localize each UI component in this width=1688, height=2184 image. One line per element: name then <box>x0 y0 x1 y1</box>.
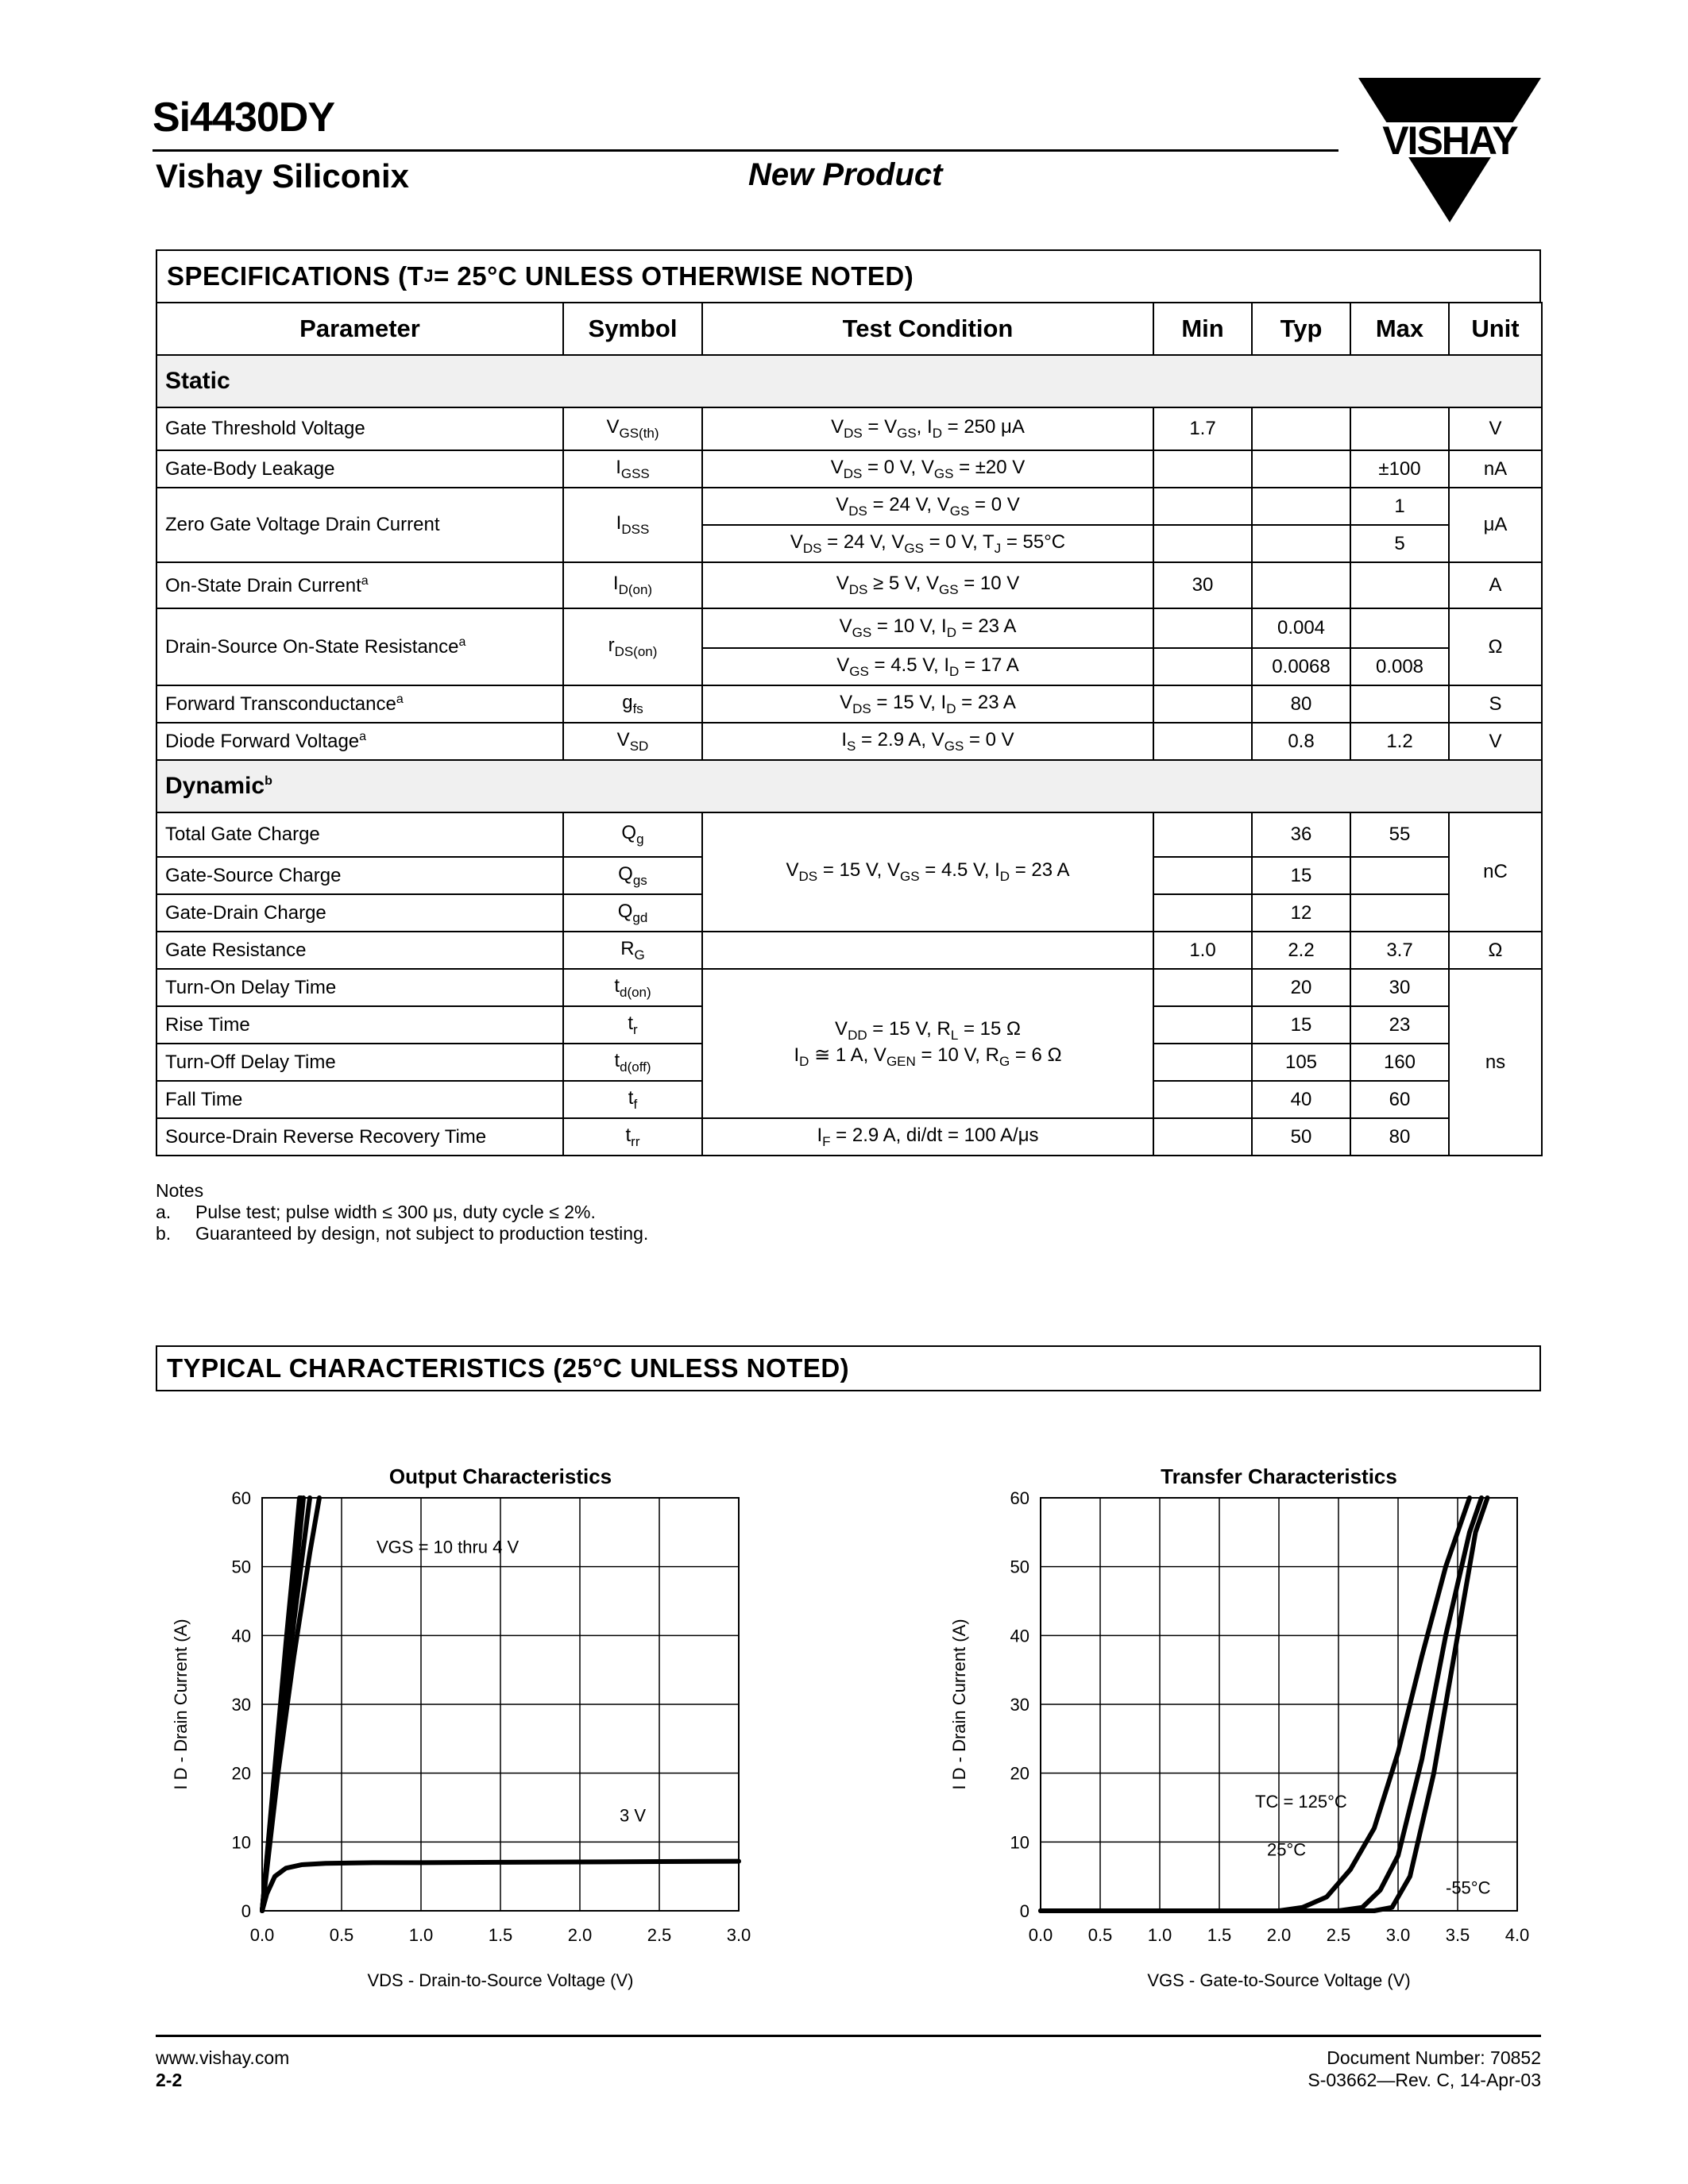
y-tick-label: 40 <box>1010 1626 1029 1646</box>
chart-title: Transfer Characteristics <box>1161 1464 1397 1488</box>
y-tick-label: 60 <box>231 1488 251 1508</box>
table-row: On-State Drain Current$^a$ $I_{D(on)}$ $V_{DS} \ge 5$ V, $V_{GS} = 10$ V 30 A <box>156 562 1542 608</box>
document-number: Document Number: 70852 <box>1327 2047 1541 2068</box>
table-row: $V_{GS} = 4.5$ V, $I_D = 17$ A 0.0068 0.008 <box>156 648 1542 685</box>
transfer-characteristics-chart <box>921 1453 1541 2009</box>
dynamic-section-label: Dynamic$^b$ <box>156 760 1542 812</box>
note-key: b. <box>156 1223 172 1244</box>
y-tick-label: 10 <box>1010 1832 1029 1853</box>
x-tick-label: 0.5 <box>329 1925 354 1945</box>
company-name: Vishay Siliconix <box>156 157 410 195</box>
x-tick-label: 3.0 <box>1385 1925 1411 1945</box>
chart-annotation: 25°C <box>1267 1839 1307 1860</box>
x-tick-label: 1.5 <box>1207 1925 1232 1945</box>
output-characteristics-chart <box>143 1453 794 2009</box>
static-section-label: Static <box>156 355 1542 407</box>
table-row: Drain-Source On-State Resistance$^a$ $r_{DS(on)}$ $V_{GS} = 10$ V, $I_D = 23$ A 0.004 Ω <box>156 608 1542 648</box>
y-tick-label: 20 <box>231 1763 251 1784</box>
footer-right <box>1308 2047 1541 2091</box>
typical-section-title: TYPICAL CHARACTERISTICS (25°C UNLESS NOTED) <box>156 1345 1541 1391</box>
y-tick-label: 50 <box>1010 1557 1029 1577</box>
page-number: 2-2 <box>156 2070 183 2090</box>
note-text: Guaranteed by design, not subject to production testing. <box>195 1223 649 1244</box>
chart-title: Output Characteristics <box>388 1464 612 1488</box>
table-row: Gate Resistance $R_G$ 1.0 2.2 3.7 Ω <box>156 932 1542 969</box>
chart-annotation: 3 V <box>620 1805 647 1826</box>
col-unit: Unit <box>1449 303 1542 355</box>
table-row: Diode Forward Voltage$^a$ $V_{SD}$ $I_S = 2.9$ A, $V_{GS} = 0$ V 0.8 1.2 V <box>156 723 1542 760</box>
x-tick-label: 1.0 <box>408 1925 434 1945</box>
x-tick-label: 0.0 <box>1028 1925 1053 1945</box>
part-number: Si4430DY <box>153 95 335 141</box>
col-symbol: Symbol <box>563 303 702 355</box>
x-tick-label: 3.0 <box>726 1925 751 1945</box>
table-row: Zero Gate Voltage Drain Current $I_{DSS}$ $V_{DS} = 24$ V, $V_{GS} = 0$ V 1 μA <box>156 488 1542 525</box>
table-row: Source-Drain Reverse Recovery Time $t_{rr}$ $I_F = 2.9$ A, di/dt = 100 A/μs 50 80 <box>156 1118 1542 1156</box>
table-row: Gate-Source Charge $Q_{gs}$ 15 <box>156 857 1542 894</box>
x-axis-label: VDS - Drain-to-Source Voltage (V) <box>367 1970 634 1990</box>
y-tick-label: 40 <box>231 1626 251 1646</box>
col-test-condition: Test Condition <box>702 303 1153 355</box>
spec-section-title: SPECIFICATIONS (T J = 25°C UNLESS OTHERWISE NOTED) <box>156 249 1541 303</box>
website-link[interactable]: www.vishay.com <box>156 2047 290 2068</box>
footer-left <box>156 2047 289 2091</box>
vishay-logo <box>1358 78 1541 222</box>
table-row: Turn-On Delay Time $t_{d(on)}$ $V_{DD} = 15$ V, $R_L = 15$ Ω $I_D$ ≅ 1 A, $V_{GEN} = 10$ V, $R_G = 6$ Ω 20 30 ns <box>156 969 1542 1006</box>
table-row: Forward Transconductance$^a$ $g_{fs}$ $V_{DS} = 15$ V, $I_D = 23$ A 80 S <box>156 685 1542 723</box>
notes-title: Notes <box>156 1180 204 1201</box>
col-parameter: Parameter <box>156 303 563 355</box>
x-axis-label: VGS - Gate-to-Source Voltage (V) <box>1147 1970 1411 1990</box>
x-tick-label: 4.0 <box>1505 1925 1530 1945</box>
y-tick-label: 50 <box>231 1557 251 1577</box>
y-tick-label: 30 <box>1010 1695 1029 1715</box>
y-axis-label: I D - Drain Current (A) <box>171 1619 191 1790</box>
table-row: Rise Time $t_r$ 15 23 <box>156 1006 1542 1044</box>
x-tick-label: 2.5 <box>1326 1925 1351 1945</box>
note-key: a. <box>156 1202 172 1222</box>
revision: S-03662—Rev. C, 14-Apr-03 <box>1308 2070 1541 2090</box>
footer-rule <box>156 2035 1541 2037</box>
table-row: Total Gate Charge $Q_g$ $V_{DS} = 15$ V, $V_{GS} = 4.5$ V, $I_D = 23$ A 36 55 nC <box>156 812 1542 857</box>
table-row: Turn-Off Delay Time $t_{d(off)}$ 105 160 <box>156 1044 1542 1081</box>
x-tick-label: 2.0 <box>1266 1925 1292 1945</box>
note-text: Pulse test; pulse width ≤ 300 μs, duty cycle ≤ 2%. <box>195 1202 596 1222</box>
y-axis-label: I D - Drain Current (A) <box>949 1619 969 1790</box>
logo-text: VISHAY <box>1382 118 1517 163</box>
y-tick-label: 0 <box>241 1901 251 1921</box>
spec-table <box>156 302 1543 1156</box>
x-tick-label: 2.5 <box>647 1925 672 1945</box>
table-row: Gate-Drain Charge $Q_{gd}$ 12 <box>156 894 1542 932</box>
chart-annotation: -55°C <box>1446 1877 1491 1898</box>
notes <box>156 1180 648 1244</box>
table-row: Fall Time $t_f$ 40 60 <box>156 1081 1542 1118</box>
y-tick-label: 10 <box>231 1832 251 1853</box>
table-row: Gate Threshold Voltage $V_{GS(th)}$ $V_{DS} = V_{GS}$, $I_D = 250$ μA 1.7 V <box>156 407 1542 450</box>
x-tick-label: 0.5 <box>1087 1925 1113 1945</box>
new-product-label: New Product <box>748 157 943 192</box>
chart-annotation: VGS = 10 thru 4 V <box>377 1537 520 1557</box>
x-tick-label: 1.5 <box>488 1925 513 1945</box>
col-max: Max <box>1350 303 1449 355</box>
y-tick-label: 20 <box>1010 1763 1029 1784</box>
col-typ: Typ <box>1252 303 1350 355</box>
spec-header-row <box>156 303 1542 355</box>
col-min: Min <box>1153 303 1252 355</box>
y-tick-label: 0 <box>1019 1901 1029 1921</box>
table-row: $V_{DS} = 24$ V, $V_{GS} = 0$ V, $T_J = 55^\circ C$ 5 <box>156 525 1542 562</box>
y-tick-label: 60 <box>1010 1488 1029 1508</box>
y-tick-label: 30 <box>231 1695 251 1715</box>
x-tick-label: 3.5 <box>1445 1925 1470 1945</box>
header-rule <box>153 149 1338 152</box>
table-row: Gate-Body Leakage $I_{GSS}$ $V_{DS} = 0$ V, $V_{GS} = \pm 20$ V ±100 nA <box>156 450 1542 488</box>
x-tick-label: 0.0 <box>249 1925 275 1945</box>
x-tick-label: 1.0 <box>1147 1925 1172 1945</box>
chart-annotation: TC = 125°C <box>1255 1792 1347 1812</box>
x-tick-label: 2.0 <box>567 1925 593 1945</box>
